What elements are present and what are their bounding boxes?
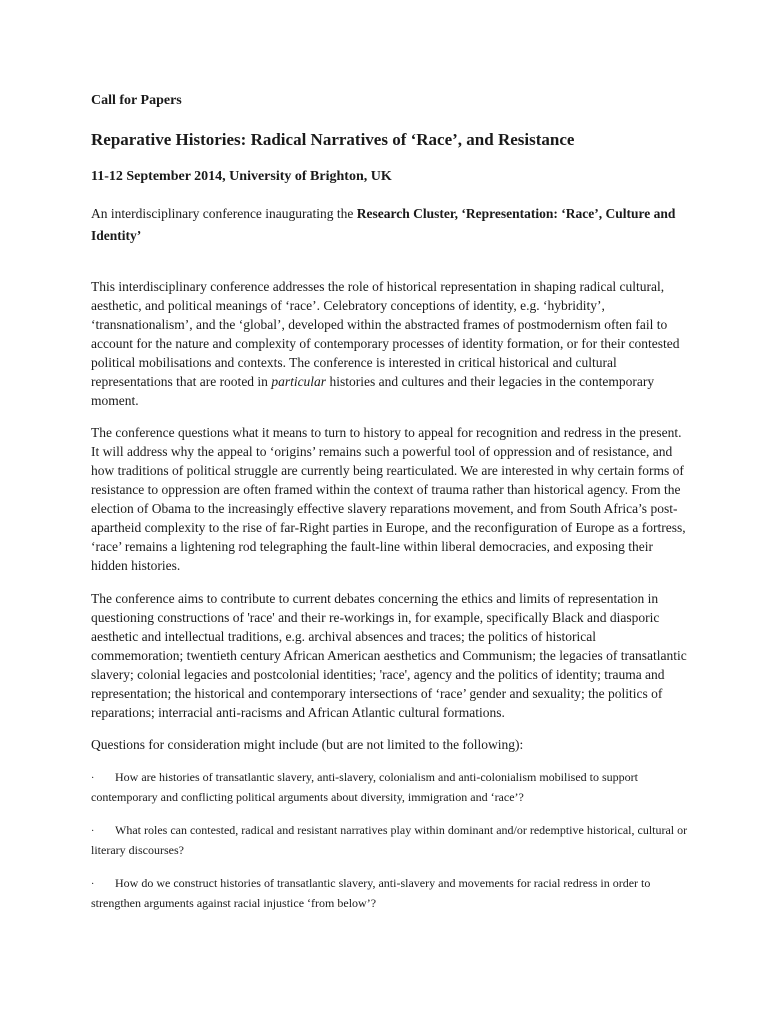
event-dateline: 11-12 September 2014, University of Brighton, UK bbox=[91, 169, 392, 184]
bullet-icon: · bbox=[91, 879, 95, 890]
paragraph-1-emphasis: particular bbox=[271, 374, 327, 389]
body-paragraph-1 bbox=[91, 277, 691, 410]
page-title: Reparative Histories: Radical Narratives of ‘Race’, and Resistance bbox=[91, 130, 575, 149]
question-item bbox=[91, 874, 691, 913]
question-text: What roles can contested, radical and resistant narratives play within dominant and/or redemptive historical, cultural or literary discourses? bbox=[91, 823, 688, 857]
paragraph-1-start: This interdisciplinary conference addresses the role of historical representation in shaping radical cultural, aesthetic, and political meanings of ‘race’. Celebratory conceptions of identity, e.g. ‘hybridity’, ‘transnationalism’, and the ‘global’, developed within the abstracted frames of postmodernism often fail to account for the nature and complexity of contemporary processes of identity formation, or for their contested political mobilisations and contexts. The conference is interested in critical historical and cultural representations that are rooted in bbox=[91, 279, 680, 389]
bullet-icon: · bbox=[91, 773, 95, 784]
body-paragraph-2: The conference questions what it means to turn to history to appeal for recognition and redress in the present. It will address why the appeal to ‘origins’ remains such a powerful tool of oppression and of resistance, and how traditions of political struggle are currently being rearticulated. We are interested in why certain forms of resistance to oppression are often framed within the context of trauma rather than historical agency. From the election of Obama to the increasingly effective slavery reparations movement, and from South Africa’s post-apartheid complexity to the rise of far-Right parties in Europe, and the reconfiguration of Europe as a fortress, ‘race’ remains a lightening rod telegraphing the fault-line within liberal democracies, and exposing their hidden histories. bbox=[91, 425, 686, 573]
question-text: How do we construct histories of transatlantic slavery, anti-slavery and movements for racial redress in order to strengthen arguments against racial injustice ‘from below’? bbox=[91, 876, 651, 910]
question-item bbox=[91, 768, 691, 807]
body-paragraph-3: The conference aims to contribute to current debates concerning the ethics and limits of representation in questioning constructions of 'race' and their re-workings in, for example, specifically Black and diasporic aesthetic and intellectual traditions, e.g. archival absences and traces; the politics of historical commemoration; twentieth century African American aesthetics and Communism; the legacies of transatlantic slavery; colonial legacies and postcolonial identities; 'race', agency and the politics of identity; trauma and representation; the historical and contemporary intersections of ‘race’ gender and sexuality; the politics of reparations; interracial anti-racisms and African Atlantic cultural formations. bbox=[91, 591, 687, 720]
questions-intro: Questions for consideration might include (but are not limited to the following): bbox=[91, 737, 524, 752]
intro-lead: An interdisciplinary conference inaugurating the bbox=[91, 206, 357, 221]
paragraph-1-end: histories and cultures and their legacies in the contemporary moment. bbox=[91, 374, 655, 408]
bullet-icon: · bbox=[91, 826, 95, 837]
intro-paragraph bbox=[91, 203, 691, 247]
document-page bbox=[91, 92, 691, 927]
eyebrow-heading: Call for Papers bbox=[91, 93, 182, 108]
question-text: How are histories of transatlantic slavery, anti-slavery, colonialism and anti-colonialism mobilised to support contemporary and conflicting political arguments about diversity, immigration and ‘race’? bbox=[91, 770, 638, 804]
intro-research-cluster: Research Cluster, ‘Representation: ‘Race’, Culture and Identity’ bbox=[91, 206, 676, 243]
question-item bbox=[91, 821, 691, 860]
